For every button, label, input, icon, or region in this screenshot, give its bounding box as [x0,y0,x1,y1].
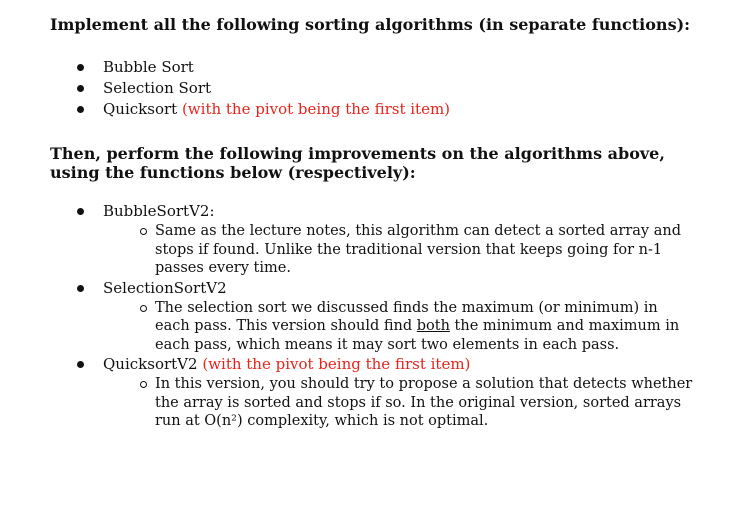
bullet-icon [77,64,84,71]
sub-list [103,222,695,278]
circle-bullet-icon [140,305,147,312]
list-item-bubblesortv2 [60,201,695,278]
list-item-label: QuicksortV2 [103,355,203,373]
circle-bullet-icon [140,228,147,235]
list-item-bubble-sort [60,57,450,78]
sub-item-quicksortv2 [103,375,695,431]
sub-item-text: In this version, you should try to propose a solution that detects whether the array is sorted and stops if so. In the original version, sorted arrays run at O(n²) complexity, which is not optimal. [155,376,693,429]
list-item-label: Selection Sort [103,79,212,97]
bullet-icon [77,85,84,92]
bullet-icon [77,361,84,368]
list-item-label: BubbleSortV2: [103,202,215,220]
sub-list [103,299,695,355]
heading-improvements: Then, perform the following improvements on the algorithms above, using the functions below (respectively): [50,144,665,182]
list-item-quicksort [60,99,450,120]
list-item-selectionsortv2 [60,278,695,355]
circle-bullet-icon [140,381,147,388]
sub-item-selectionsortv2 [103,299,695,355]
sub-item-text-after: the minimum and maximum in each pass, which means it may sort two elements in each pass. [155,318,680,353]
pivot-note: (with the pivot being the first item) [202,355,471,373]
sub-item-text: Same as the lecture notes, this algorithm can detect a sorted array and stops if found. Unlike the traditional version that keeps going for n-1 passes every time. [155,223,681,276]
emphasis-both: both [416,318,450,334]
heading-implement: Implement all the following sorting algorithms (in separate functions): [50,15,691,34]
list-item-selection-sort [60,78,450,99]
algorithm-list [60,57,450,120]
bullet-icon [77,208,84,215]
sub-item-text-before: The selection sort we discussed finds the maximum (or minimum) in each pass. This version should find [155,299,658,334]
pivot-note: (with the pivot being the first item) [181,100,451,118]
list-item-quicksortv2 [60,354,695,431]
list-item-label: Bubble Sort [103,58,194,76]
improvement-list [60,201,695,431]
list-item-label: Quicksort [103,100,182,118]
sub-list [103,375,695,431]
sub-item-bubblesortv2 [103,222,695,278]
bullet-icon [77,106,84,113]
list-item-label: SelectionSortV2 [103,278,227,297]
bullet-icon [77,285,84,292]
